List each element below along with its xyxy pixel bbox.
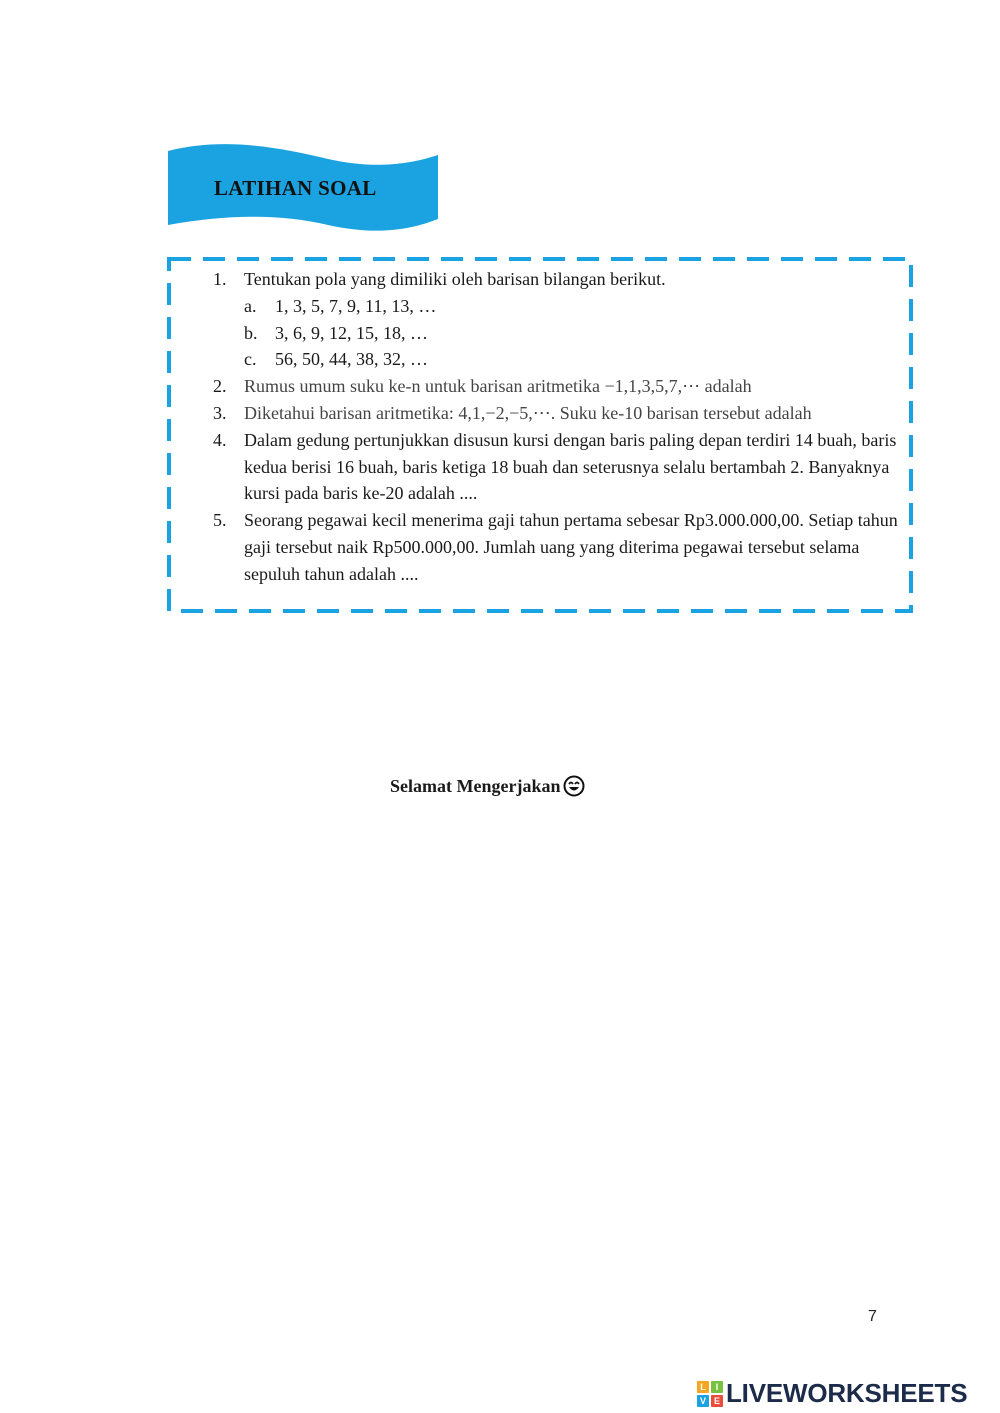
- question-item: [213, 400, 903, 427]
- question-text: Tentukan pola yang dimiliki oleh barisan bilangan berikut.: [244, 269, 666, 289]
- question-list: [213, 266, 903, 588]
- page-number: 7: [868, 1308, 877, 1325]
- section-banner: [168, 143, 438, 235]
- closing-text: Selamat Mengerjakan: [390, 775, 561, 796]
- question-text: Rumus umum suku ke-n untuk barisan aritmetika −1,1,3,5,7,⋯ adalah: [244, 376, 752, 397]
- subitem-text: 1, 3, 5, 7, 9, 11, 13, …: [275, 295, 437, 316]
- subitem: [244, 320, 903, 347]
- subitem-label: c.: [244, 349, 257, 370]
- watermark-text: LIVEWORKSHEETS: [726, 1378, 968, 1408]
- closing-message: [390, 775, 585, 797]
- smiley-icon: [563, 775, 585, 797]
- question-item: [213, 373, 903, 400]
- subitem: [244, 346, 903, 373]
- question-text: Dalam gedung pertunjukkan disusun kursi dengan baris paling depan terdiri 14 buah, baris kedua berisi 16 buah, baris ketiga 18 buah dan seterusnya selalu bertambah 2. Banyaknya kursi pada baris ke-20 adalah ....: [244, 429, 897, 504]
- liveworksheets-logo-icon: [697, 1381, 723, 1407]
- question-number: 5.: [213, 510, 227, 531]
- subitem-text: 3, 6, 9, 12, 15, 18, …: [275, 322, 428, 343]
- logo-letter: I: [711, 1381, 723, 1393]
- banner-title: LATIHAN SOAL: [214, 176, 377, 200]
- logo-letter: L: [697, 1381, 709, 1393]
- question-number: 2.: [213, 376, 227, 397]
- question-item: [213, 507, 903, 587]
- subitem-label: a.: [244, 295, 257, 316]
- subitem-text: 56, 50, 44, 38, 32, …: [275, 349, 428, 370]
- subitem-label: b.: [244, 322, 258, 343]
- question-item: [213, 266, 903, 293]
- question-number: 3.: [213, 402, 227, 423]
- question-text: Seorang pegawai kecil menerima gaji tahun pertama sebesar Rp3.000.000,00. Setiap tahun gaji tersebut naik Rp500.000,00. Jumlah uang yang diterima pegawai tersebut selama sepuluh tahun adalah ....: [244, 510, 898, 584]
- liveworksheets-watermark: [697, 1378, 967, 1409]
- subitem: [244, 293, 903, 320]
- question-number: 1.: [213, 269, 227, 289]
- logo-letter: E: [711, 1395, 723, 1407]
- logo-letter: V: [697, 1395, 709, 1407]
- question-item: [213, 427, 903, 507]
- question-number: 4.: [213, 429, 227, 450]
- question-text: Diketahui barisan aritmetika: 4,1,−2,−5,⋯. Suku ke-10 barisan tersebut adalah: [244, 402, 812, 423]
